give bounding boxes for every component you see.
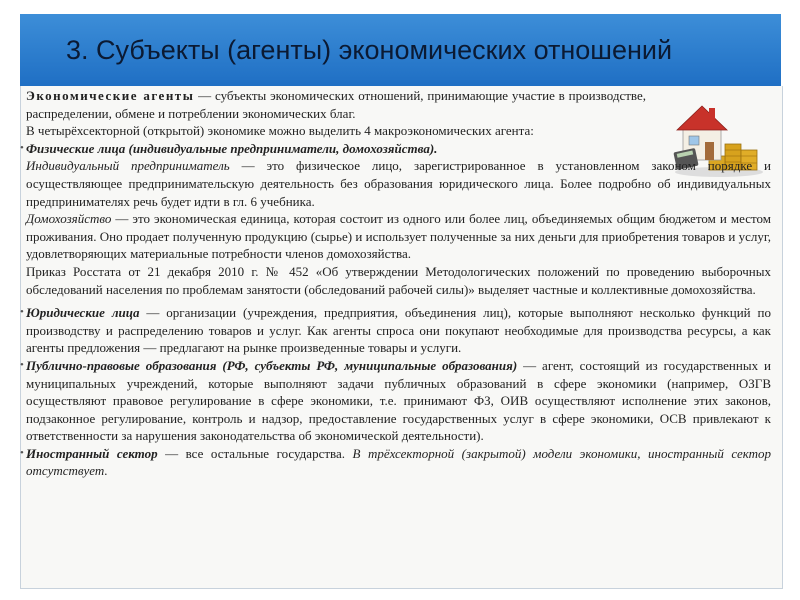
firms-def: — организации (учреждения, предприятия, объединения лиц), которые выполняют несколько функций по производству и распределению товаров и услуг. Как агенты спроса они покупают необходимые для производства ресурсы, а как агенты предложения — предлагают на рынке произведенные товары и услуги. (26, 305, 771, 356)
title-bar (20, 14, 781, 88)
ip-def: — это физическое лицо, зарегистрированное в установленном законом порядке и осуществляющее предпринимательскую деятельность без образования юридического лица. Более подробно об индивидуальных предпринимателях речь будет идти в гл. 6 учебника. (26, 158, 771, 209)
household-def: — это экономическая единица, которая состоит из одного или более лиц, объединяемых общим бюджетом и местом проживания. Оно продает полученную продукцию (сырье) и использует полученные за них деньги для приобретения товаров и услуг, удовлетворяющих материальные потребности членов домохозяйства. (26, 211, 771, 262)
government-def: — агент, состоящий из государственных и муниципальных учреждений, которые выполняют задачи публичных образований в сфере экономики (например, ОЗГВ осуществляют правовое регулирование в сфере экономики, т.е. принимают ФЗ, ОИВ осуществляют исполнение этих законов, подзаконное регулирование, контроль и надзор, предоставление государственных услуг в сфере экономики, ОСВ привлекают к ответственности за нарушения законодательства об экономической деятельности). (26, 357, 771, 444)
intro-def: — субъекты экономических отношений, принимающие участие в производстве, распределении, обмене и потреблении экономических благ. (26, 88, 646, 121)
list-item (26, 304, 771, 357)
slide-title: 3. Субъекты (агенты) экономических отношений (66, 35, 673, 65)
slide-content (26, 87, 771, 480)
intro-definition (26, 87, 646, 122)
intro-term: Экономические агенты (26, 88, 195, 103)
government-term: Публично-правовые образования (РФ, субъекты РФ, муниципальные образования) (26, 357, 518, 373)
foreign-term: Иностранный сектор (26, 445, 158, 461)
rosstat-order: Приказ Росстата от 21 декабря 2010 г. № 452 «Об утверждении Методологических положений по проведению выборочных обследований населения по проблемам занятости (обследований рабочей силы)» выделяет частные и коллективные домохозяйства. (26, 263, 771, 297)
ip-term: Индивидуальный предприниматель (26, 158, 230, 174)
intro-note: В четырёхсекторной (открытой) экономике можно выделить 4 макроэкономических агента: (26, 123, 534, 139)
firms-term: Юридические лица (26, 305, 140, 321)
foreign-note: В трёхсекторной (закрытой) модели экономики, иностранный сектор отсутствует. (26, 445, 772, 479)
households-heading: Физические лица (индивидуальные предприниматели, домохозяйства). (26, 140, 438, 156)
household-term: Домохозяйство (26, 211, 112, 227)
list-item (26, 140, 771, 298)
list-item (26, 357, 771, 445)
foreign-def: — все остальные государства. (157, 445, 353, 461)
list-item (26, 445, 771, 480)
